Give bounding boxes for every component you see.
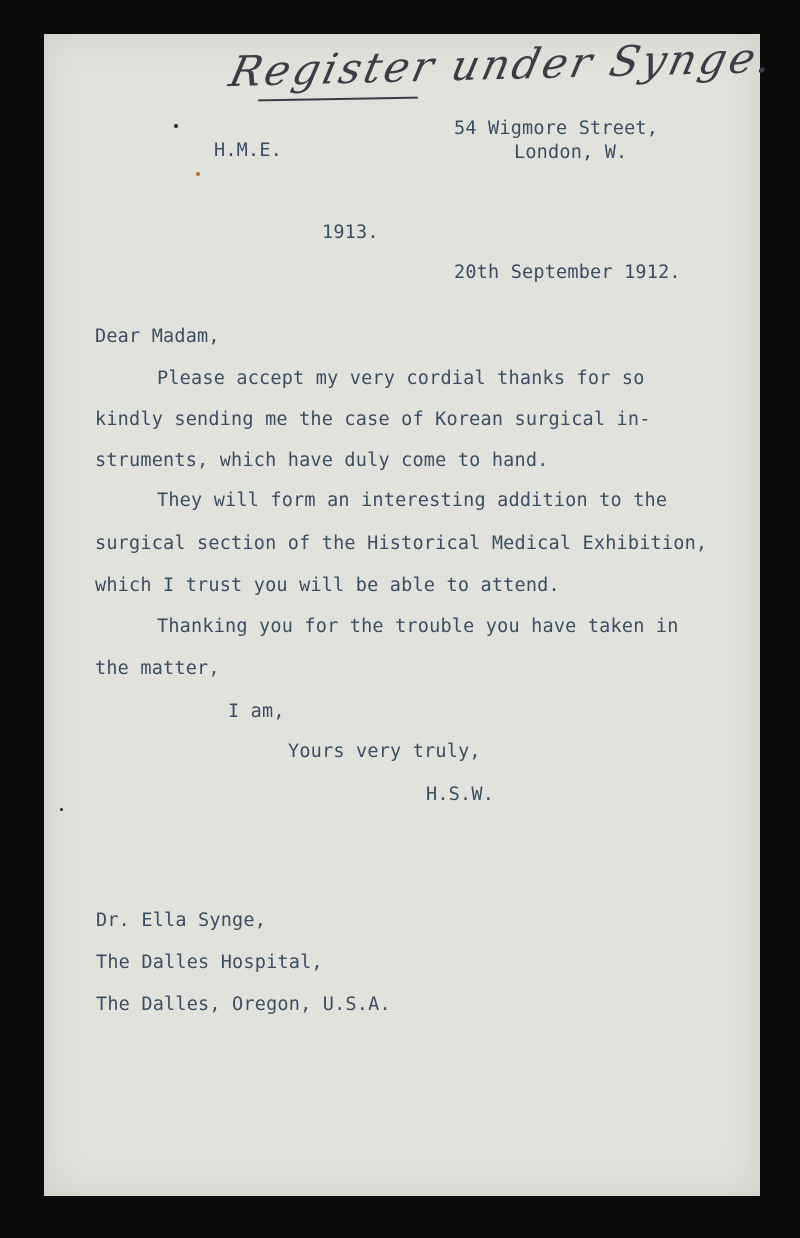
signature-initials: H.S.W. bbox=[426, 784, 495, 805]
body-line: surgical section of the Historical Medical Exhibition, bbox=[95, 533, 708, 554]
body-line: kindly sending me the case of Korean surgical in- bbox=[95, 409, 651, 430]
body-line: struments, which have duly come to hand. bbox=[95, 450, 549, 471]
body-line: They will form an interesting addition to the bbox=[157, 490, 668, 511]
closing-line: I am, bbox=[228, 701, 285, 722]
ink-speck bbox=[60, 808, 63, 811]
letter-date: 20th September 1912. bbox=[454, 262, 681, 283]
salutation: Dear Madam, bbox=[95, 326, 220, 347]
body-line: Please accept my very cordial thanks for so bbox=[157, 368, 645, 389]
address-line-2: London, W. bbox=[514, 142, 628, 163]
recipient-line: The Dalles, Oregon, U.S.A. bbox=[96, 994, 391, 1015]
recipient-line: The Dalles Hospital, bbox=[96, 952, 323, 973]
body-line: which I trust you will be able to attend. bbox=[95, 575, 560, 596]
address-line-1: 54 Wigmore Street, bbox=[454, 118, 659, 139]
body-line: the matter, bbox=[95, 658, 220, 679]
ink-speck bbox=[174, 124, 178, 128]
letter-sheet bbox=[44, 34, 760, 1196]
body-line: Thanking you for the trouble you have taken in bbox=[157, 616, 679, 637]
rust-speck bbox=[196, 172, 200, 176]
recipient-line: Dr. Ella Synge, bbox=[96, 910, 267, 931]
handwritten-note: Register under Synge. bbox=[224, 32, 780, 97]
initials-left: H.M.E. bbox=[214, 140, 283, 161]
year-annotation: 1913. bbox=[322, 222, 379, 243]
closing-line: Yours very truly, bbox=[288, 741, 481, 762]
